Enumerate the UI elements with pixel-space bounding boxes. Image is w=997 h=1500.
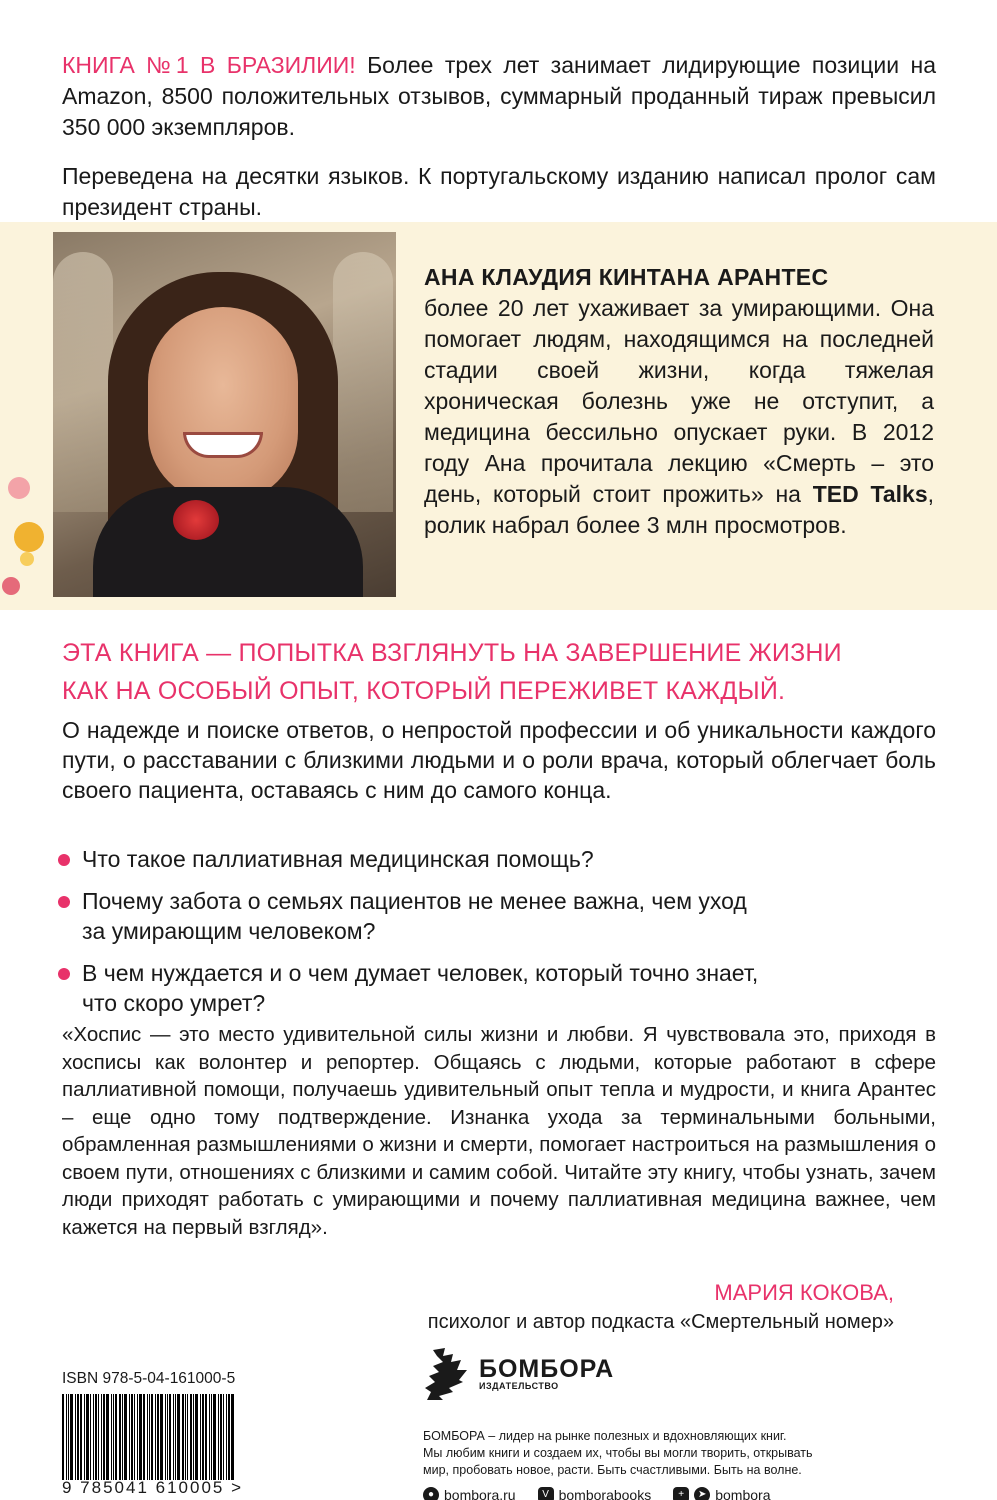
author-bio-text-end: , ролик набрал более 3 млн просмотров. bbox=[424, 481, 934, 538]
barcode-bar bbox=[155, 1394, 156, 1480]
barcode-bar bbox=[213, 1394, 216, 1480]
bullet-dot-icon bbox=[58, 968, 70, 980]
list-item bbox=[58, 958, 938, 1018]
publisher-desc-line: мир, пробовать новое, расти. Быть счастливыми. Быть на волне. bbox=[423, 1463, 802, 1477]
barcode-bar bbox=[131, 1394, 133, 1480]
publisher-name: БОМБОРА bbox=[479, 1355, 615, 1383]
barcode-bar bbox=[143, 1394, 145, 1480]
barcode-bar bbox=[205, 1394, 207, 1480]
barcode-bar bbox=[209, 1394, 210, 1480]
photo-rose bbox=[173, 500, 219, 540]
question-list bbox=[58, 844, 938, 1030]
barcode-bar bbox=[228, 1394, 230, 1480]
section-heading-line2: КАК НА ОСОБЫЙ ОПЫТ, КОТОРЫЙ ПЕРЕЖИВЕТ КАЖДЫЙ. bbox=[62, 677, 786, 705]
barcode-bar bbox=[115, 1394, 117, 1480]
decor-petal-icon bbox=[2, 577, 20, 595]
barcode-bar bbox=[62, 1394, 64, 1480]
decor-petal-icon bbox=[14, 522, 44, 552]
intro-translated: Переведена на десятки языков. К португальскому изданию написал пролог сам президент страны. bbox=[62, 163, 936, 220]
barcode-bar bbox=[173, 1394, 174, 1480]
intro-block bbox=[62, 50, 936, 241]
barcode-bar bbox=[167, 1394, 168, 1480]
list-item bbox=[58, 886, 938, 946]
barcode-bar bbox=[119, 1394, 121, 1480]
bullet-dot-icon bbox=[58, 896, 70, 908]
publisher-logo-icon bbox=[423, 1348, 469, 1400]
barcode-bar bbox=[149, 1394, 150, 1480]
barcode-bar bbox=[165, 1394, 166, 1480]
photo-arch-left bbox=[53, 252, 113, 512]
intro-lead-label: КНИГА №1 В БРАЗИЛИИ! bbox=[62, 52, 356, 78]
list-item-text-cont: за умирающим человеком? bbox=[82, 918, 376, 944]
barcode-bar bbox=[113, 1394, 114, 1480]
about-paragraph: О надежде и поиске ответов, о непростой профессии и об уникальности каждого пути, о расставании с близкими людьми и о роли врача, который облегчает боль своего пациента, оставаясь с ним до самого конца. bbox=[62, 717, 936, 803]
barcode-bar bbox=[101, 1394, 102, 1480]
isbn-label: ISBN 978-5-04-161000-5 bbox=[62, 1370, 236, 1387]
publisher-description bbox=[423, 1428, 843, 1479]
intro-lead-text: Более трех лет занимает лидирующие позиции на Amazon, 8500 положительных отзывов, суммарный проданный тираж превысил 350 000 экземпляров. bbox=[62, 52, 936, 140]
social-links bbox=[423, 1487, 843, 1500]
review-quote: «Хоспис — это место удивительной силы жизни и любви. Я чувствовала это, приходя в хосписы как волонтер и репортер. Общаясь с людьми, которые работают в сфере паллиативной помощи, получаешь удивительный опыт тепла и мудрости, и книга Арантес – еще одно тому подтверждение. Изнанка ухода за терминальными больными, обрамленная размышлениями о жизни и смерти, помогает настроиться на размышления о своем пути, отношениях с близкими и самим собой. Читайте эту книгу, чтобы узнать, зачем люди приходят работать с умирающими и почему паллиативная медицина важнее, чем кажется на первый взгляд». bbox=[62, 1023, 936, 1239]
barcode-bar bbox=[185, 1394, 186, 1480]
barcode-bar bbox=[226, 1394, 227, 1480]
barcode-bar bbox=[175, 1394, 176, 1480]
barcode-bar bbox=[223, 1394, 224, 1480]
quote-author: МАРИЯ КОКОВА, bbox=[714, 1280, 894, 1305]
barcode-bar bbox=[134, 1394, 135, 1480]
barcode-bar bbox=[147, 1394, 148, 1480]
author-bio-ted: TED Talks bbox=[812, 481, 928, 507]
barcode-bar bbox=[193, 1394, 194, 1480]
barcode-bar bbox=[106, 1394, 109, 1480]
social-tg-link[interactable] bbox=[673, 1487, 770, 1500]
barcode-bar bbox=[129, 1394, 130, 1480]
barcode-bar bbox=[103, 1394, 105, 1480]
quote-author-role: психолог и автор подкаста «Смертельный номер» bbox=[427, 1311, 894, 1333]
photo-face bbox=[148, 307, 298, 502]
barcode-bar bbox=[160, 1394, 163, 1480]
list-item-text: Почему забота о семьях пациентов не менее важна, чем уход bbox=[82, 888, 747, 914]
barcode-bar bbox=[187, 1394, 188, 1480]
list-item bbox=[58, 844, 938, 874]
barcode-bar bbox=[195, 1394, 198, 1480]
publisher-desc-line: БОМБОРА – лидер на рынке полезных и вдохновляющих книг. bbox=[423, 1429, 787, 1443]
decor-petal-icon bbox=[20, 552, 34, 566]
author-bio-text: более 20 лет ухаживает за умирающими. Она помогает людям, находящимся на последней стадии своей жизни, когда тяжелая хроническая болезнь уже не отступит, а медицина бессильно опускает руки. В 2012 году Ана прочитала лекцию «Смерть – это день, который стоит прожить» на bbox=[424, 295, 934, 507]
intro-paragraph bbox=[62, 50, 936, 143]
barcode-bar bbox=[75, 1394, 76, 1480]
social-site-text: bombora.ru bbox=[444, 1487, 516, 1500]
social-vk-text: bomborabooks bbox=[558, 1487, 652, 1500]
barcode-bar bbox=[122, 1394, 123, 1480]
section-heading-line1: ЭТА КНИГА — ПОПЫТКА ВЗГЛЯНУТЬ НА ЗАВЕРШЕНИЕ ЖИЗНИ bbox=[62, 639, 842, 667]
globe-icon: ● bbox=[423, 1487, 439, 1500]
bullet-dot-icon bbox=[58, 854, 70, 866]
author-photo bbox=[53, 232, 396, 597]
barcode-bar bbox=[169, 1394, 171, 1480]
barcode-bar bbox=[157, 1394, 159, 1480]
publisher-sub: ИЗДАТЕЛЬСТВО bbox=[479, 1381, 559, 1391]
barcode-bar bbox=[111, 1394, 112, 1480]
barcode-bar bbox=[190, 1394, 192, 1480]
barcode-bar bbox=[70, 1394, 73, 1480]
barcode-bar bbox=[202, 1394, 204, 1480]
barcode-bar bbox=[220, 1394, 222, 1480]
author-name: АНА КЛАУДИЯ КИНТАНА АРАНТЕС bbox=[424, 264, 829, 290]
barcode-bar bbox=[84, 1394, 85, 1480]
barcode-bar bbox=[95, 1394, 97, 1480]
decor-petal-icon bbox=[8, 477, 30, 499]
barcode-bar bbox=[139, 1394, 142, 1480]
barcode-bar bbox=[66, 1394, 67, 1480]
barcode-bar bbox=[151, 1394, 153, 1480]
photo-arch-right bbox=[333, 252, 393, 512]
barcode-bar bbox=[177, 1394, 180, 1480]
plus-icon: + bbox=[673, 1487, 689, 1500]
barcode bbox=[62, 1394, 252, 1480]
barcode-bar bbox=[98, 1394, 99, 1480]
list-item-text-cont: что скоро умрет? bbox=[82, 990, 266, 1016]
section-heading bbox=[62, 634, 942, 710]
barcode-bar bbox=[200, 1394, 201, 1480]
publisher-logo bbox=[423, 1344, 843, 1404]
barcode-bar bbox=[80, 1394, 82, 1480]
publisher-desc-line: Мы любим книги и создаем их, чтобы вы могли творить, открывать bbox=[423, 1446, 813, 1460]
publisher-block bbox=[423, 1344, 843, 1500]
barcode-bar bbox=[137, 1394, 138, 1480]
barcode-bar bbox=[86, 1394, 89, 1480]
barcode-bar bbox=[93, 1394, 94, 1480]
social-tg-text: bombora bbox=[715, 1487, 771, 1500]
barcode-bar bbox=[182, 1394, 184, 1480]
barcode-bar bbox=[124, 1394, 127, 1480]
telegram-icon: ➤ bbox=[694, 1487, 710, 1500]
list-item-text: В чем нуждается и о чем думает человек, который точно знает, bbox=[82, 960, 759, 986]
barcode-bar bbox=[218, 1394, 219, 1480]
vk-icon: V bbox=[538, 1487, 554, 1500]
barcode-bar bbox=[77, 1394, 79, 1480]
social-vk-link[interactable] bbox=[538, 1487, 652, 1500]
list-item-text: Что такое паллиативная медицинская помощь? bbox=[82, 846, 594, 872]
photo-scarf bbox=[93, 487, 363, 597]
social-site-link[interactable] bbox=[423, 1487, 516, 1500]
barcode-bar bbox=[90, 1394, 91, 1480]
barcode-bar bbox=[68, 1394, 69, 1480]
barcode-digits: 9 785041 610005 > bbox=[62, 1478, 262, 1498]
isbn-block bbox=[62, 1370, 262, 1498]
barcode-bar bbox=[231, 1394, 234, 1480]
barcode-bar bbox=[211, 1394, 212, 1480]
author-bio bbox=[424, 262, 934, 541]
